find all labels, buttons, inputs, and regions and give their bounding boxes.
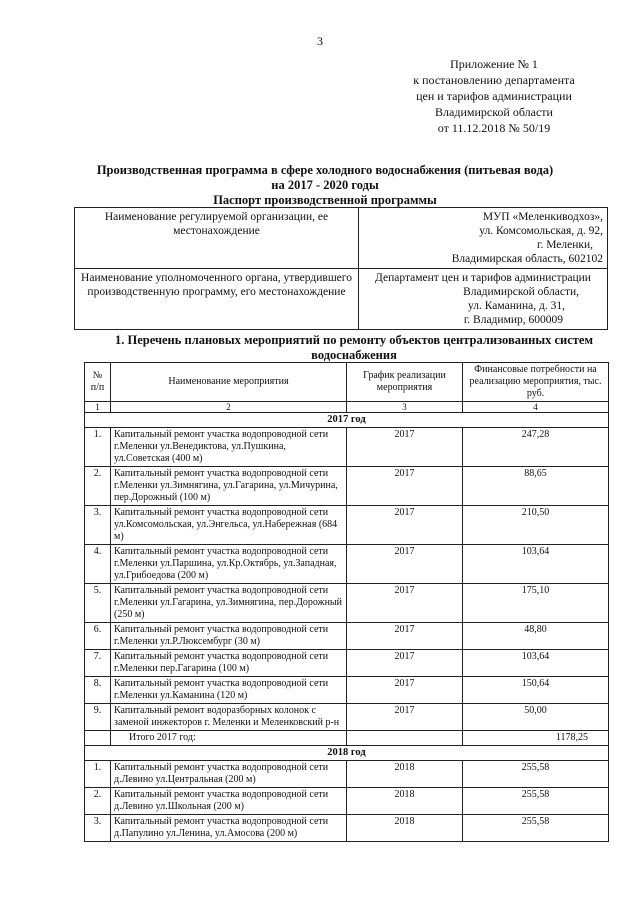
table-row bbox=[85, 545, 609, 584]
table-row bbox=[85, 506, 609, 545]
row-amount: 103,64 bbox=[463, 545, 609, 584]
passport-value-line: Владимирская область, 602102 bbox=[451, 253, 603, 265]
passport-value-line: г. Владимир, 600009 bbox=[463, 314, 563, 326]
passport-value-line: г. Меленки, bbox=[537, 239, 593, 251]
header-finance: Финансовые потребности на реализацию мероприятия, тыс. руб. bbox=[463, 363, 609, 402]
header-schedule: График реализации мероприятия bbox=[347, 363, 463, 402]
appendix-line: цен и тарифов администрации bbox=[416, 89, 572, 103]
appendix-line: Владимирской области bbox=[435, 105, 553, 119]
total-label: Итого 2017 год: bbox=[111, 731, 347, 746]
row-number: 3. bbox=[85, 506, 111, 545]
table-row bbox=[85, 584, 609, 623]
row-schedule: 2018 bbox=[347, 761, 463, 788]
table-row bbox=[85, 428, 609, 467]
row-name: Капитальный ремонт участка водопроводной сети г.Меленки пер.Гагарина (100 м) bbox=[111, 650, 347, 677]
column-number: 1 bbox=[85, 402, 111, 413]
row-schedule: 2017 bbox=[347, 704, 463, 731]
row-name: Капитальный ремонт участка водопроводной сети г.Меленки ул.Р.Люксембург (30 м) bbox=[111, 623, 347, 650]
passport-value-line: ул. Каманина, д. 31, bbox=[468, 300, 565, 312]
row-schedule: 2017 bbox=[347, 545, 463, 584]
table-row bbox=[85, 704, 609, 731]
year-label: 2018 год bbox=[85, 746, 609, 761]
passport-table bbox=[74, 207, 608, 330]
row-amount: 255,58 bbox=[463, 815, 609, 842]
title-line: Производственная программа в сфере холодного водоснабжения (питьевая вода) bbox=[96, 163, 554, 177]
row-name: Капитальный ремонт участка водопроводной сети д.Папулино ул.Ленина, ул.Амосова (200 м) bbox=[111, 815, 347, 842]
row-schedule: 2018 bbox=[347, 815, 463, 842]
row-name: Капитальный ремонт участка водопроводной сети г.Меленки ул.Гагарина, ул.Зимнягина, пер.Дорожный (250 м) bbox=[111, 584, 347, 623]
table-header-row bbox=[85, 363, 609, 402]
row-schedule: 2018 bbox=[347, 788, 463, 815]
table-row bbox=[85, 623, 609, 650]
row-number: 7. bbox=[85, 650, 111, 677]
row-number: 5. bbox=[85, 584, 111, 623]
year-label: 2017 год bbox=[85, 413, 609, 428]
row-name: Капитальный ремонт участка водопроводной сети д.Левино ул.Школьная (200 м) bbox=[111, 788, 347, 815]
measures-table bbox=[84, 362, 609, 842]
appendix-line: Приложение № 1 bbox=[450, 57, 538, 71]
row-amount: 150,64 bbox=[463, 677, 609, 704]
row-number: 6. bbox=[85, 623, 111, 650]
header-number: № п/п bbox=[85, 363, 111, 402]
table-row bbox=[85, 815, 609, 842]
rows-2017 bbox=[85, 428, 609, 731]
table-row bbox=[85, 650, 609, 677]
table-row bbox=[85, 677, 609, 704]
row-name: Капитальный ремонт участка водопроводной сети г.Меленки ул.Венедиктова, ул.Пушкина, ул.Советская (400 м) bbox=[111, 428, 347, 467]
year-row bbox=[85, 413, 609, 428]
page-number: 3 bbox=[317, 34, 323, 48]
row-amount: 48,80 bbox=[463, 623, 609, 650]
passport-value-line: Департамент цен и тарифов администрации bbox=[375, 272, 591, 284]
title-line: на 2017 - 2020 годы bbox=[271, 178, 379, 192]
row-number: 1. bbox=[85, 761, 111, 788]
passport-value-line: МУП «Меленкиводхоз», bbox=[482, 211, 603, 223]
table-row bbox=[85, 788, 609, 815]
row-schedule: 2017 bbox=[347, 584, 463, 623]
year-row bbox=[85, 746, 609, 761]
row-number: 1. bbox=[85, 428, 111, 467]
passport-value bbox=[359, 269, 608, 330]
row-name: Капитальный ремонт участка водопроводной сети г.Меленки ул.Паршина, ул.Кр.Октябрь, ул.Западная, ул.Грибоедова (200 м) bbox=[111, 545, 347, 584]
rows-2018 bbox=[85, 761, 609, 842]
appendix-block bbox=[384, 56, 604, 136]
row-name: Капитальный ремонт участка водопроводной сети г.Меленки ул.Каманина (120 м) bbox=[111, 677, 347, 704]
row-amount: 255,58 bbox=[463, 761, 609, 788]
document-title bbox=[60, 163, 590, 208]
column-number: 3 bbox=[347, 402, 463, 413]
passport-row bbox=[75, 208, 608, 269]
total-schedule bbox=[347, 731, 463, 746]
total-amount: 1178,25 bbox=[463, 731, 609, 746]
passport-label: Наименование уполномоченного органа, утвердившего производственную программу, его местонахождение bbox=[75, 269, 359, 330]
row-schedule: 2017 bbox=[347, 428, 463, 467]
column-numbers-row bbox=[85, 402, 609, 413]
row-number: 2. bbox=[85, 467, 111, 506]
row-number: 9. bbox=[85, 704, 111, 731]
total-row bbox=[85, 731, 609, 746]
row-schedule: 2017 bbox=[347, 623, 463, 650]
passport-value-line: ул. Комсомольская, д. 92, bbox=[479, 225, 603, 237]
row-schedule: 2017 bbox=[347, 506, 463, 545]
column-number: 2 bbox=[111, 402, 347, 413]
row-number: 3. bbox=[85, 815, 111, 842]
passport-value bbox=[359, 208, 608, 269]
row-name: Капитальный ремонт участка водопроводной сети г.Меленки ул.Зимнягина, ул.Гагарина, ул.Мичурина, пер.Дорожный (100 м) bbox=[111, 467, 347, 506]
row-amount: 175,10 bbox=[463, 584, 609, 623]
row-name: Капитальный ремонт участка водопроводной сети ул.Комсомольская, ул.Энгельса, ул.Набережная (684 м) bbox=[111, 506, 347, 545]
section-heading: 1. Перечень плановых мероприятий по ремонту объектов централизованных систем водоснабжения bbox=[115, 333, 593, 362]
header-name: Наименование мероприятия bbox=[111, 363, 347, 402]
row-name: Капитальный ремонт участка водопроводной сети д.Левино ул.Центральная (200 м) bbox=[111, 761, 347, 788]
passport-value-line: Владимирской области, bbox=[463, 286, 579, 298]
table-row bbox=[85, 467, 609, 506]
row-amount: 103,64 bbox=[463, 650, 609, 677]
passport-label: Наименование регулируемой организации, ее местонахождение bbox=[75, 208, 359, 269]
row-schedule: 2017 bbox=[347, 677, 463, 704]
row-schedule: 2017 bbox=[347, 650, 463, 677]
row-amount: 255,58 bbox=[463, 788, 609, 815]
row-amount: 210,50 bbox=[463, 506, 609, 545]
row-number: 4. bbox=[85, 545, 111, 584]
row-number: 2. bbox=[85, 788, 111, 815]
column-number: 4 bbox=[463, 402, 609, 413]
row-amount: 247,28 bbox=[463, 428, 609, 467]
row-amount: 88,65 bbox=[463, 467, 609, 506]
table-row bbox=[85, 761, 609, 788]
row-name: Капитальный ремонт водоразборных колонок с заменой инжекторов г. Меленки и Меленковский р-н bbox=[111, 704, 347, 731]
appendix-line: от 11.12.2018 № 50/19 bbox=[437, 121, 551, 135]
total-number bbox=[85, 731, 111, 746]
passport-heading: Паспорт производственной программы bbox=[213, 193, 437, 207]
passport-row bbox=[75, 269, 608, 330]
appendix-line: к постановлению департамента bbox=[413, 73, 575, 87]
row-number: 8. bbox=[85, 677, 111, 704]
row-schedule: 2017 bbox=[347, 467, 463, 506]
row-amount: 50,00 bbox=[463, 704, 609, 731]
